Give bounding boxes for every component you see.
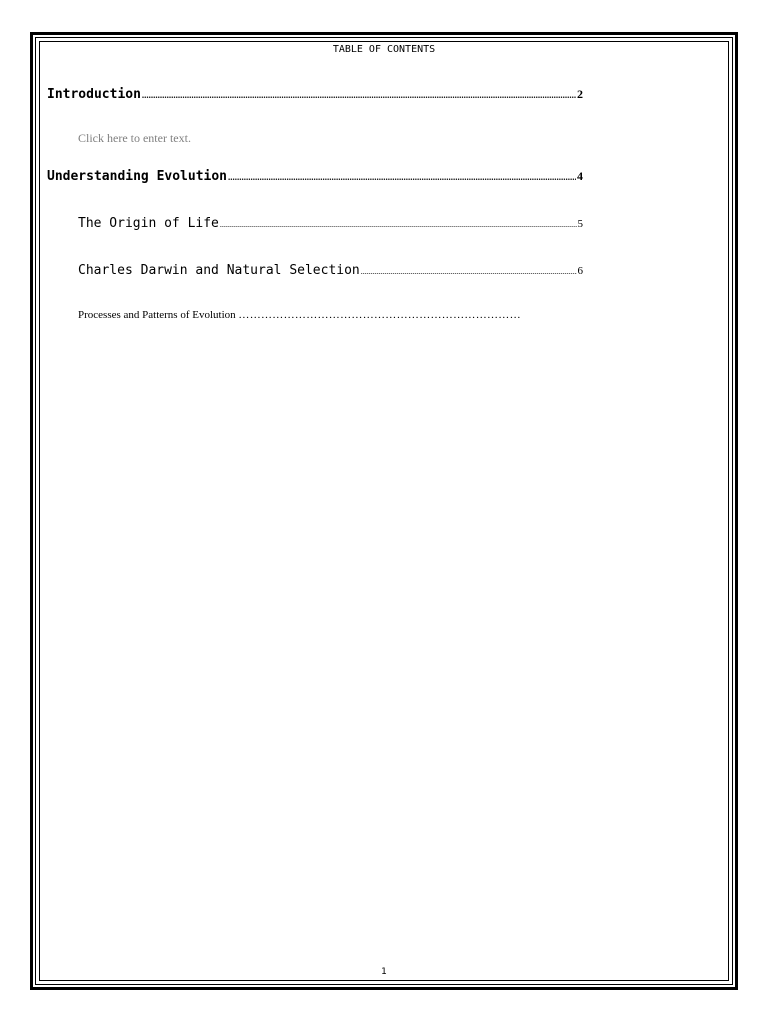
toc-entry-title: Processes and Patterns of Evolution bbox=[78, 309, 236, 321]
toc-entry-title: Understanding Evolution bbox=[47, 169, 228, 184]
toc-page-number: 4 bbox=[577, 169, 583, 183]
toc-entry-introduction[interactable] bbox=[47, 87, 583, 102]
page-number-footer: 1 bbox=[381, 967, 387, 977]
toc-page-number: 6 bbox=[577, 265, 583, 277]
toc-heading: TABLE OF CONTENTS bbox=[332, 44, 436, 55]
toc-entry-darwin-natural-selection[interactable] bbox=[78, 263, 583, 278]
toc-dot-leader bbox=[220, 220, 577, 229]
content-placeholder[interactable]: Click here to enter text. bbox=[78, 131, 191, 145]
toc-dot-leader bbox=[228, 172, 576, 182]
toc-entry-title: The Origin of Life bbox=[78, 216, 219, 231]
toc-entry-title: Introduction bbox=[47, 87, 141, 102]
toc-dot-leader bbox=[142, 90, 576, 100]
toc-entry-title: Charles Darwin and Natural Selection bbox=[78, 263, 360, 278]
toc-entry-origin-of-life[interactable] bbox=[78, 216, 583, 231]
toc-entry-processes-patterns[interactable] bbox=[78, 309, 521, 321]
toc-ellipsis-leader: ………………………………………………………………… bbox=[238, 309, 521, 321]
toc-dot-leader bbox=[361, 267, 577, 276]
toc-entry-understanding-evolution[interactable] bbox=[47, 169, 583, 184]
toc-page-number: 5 bbox=[577, 218, 583, 230]
toc-page-number: 2 bbox=[577, 87, 583, 101]
